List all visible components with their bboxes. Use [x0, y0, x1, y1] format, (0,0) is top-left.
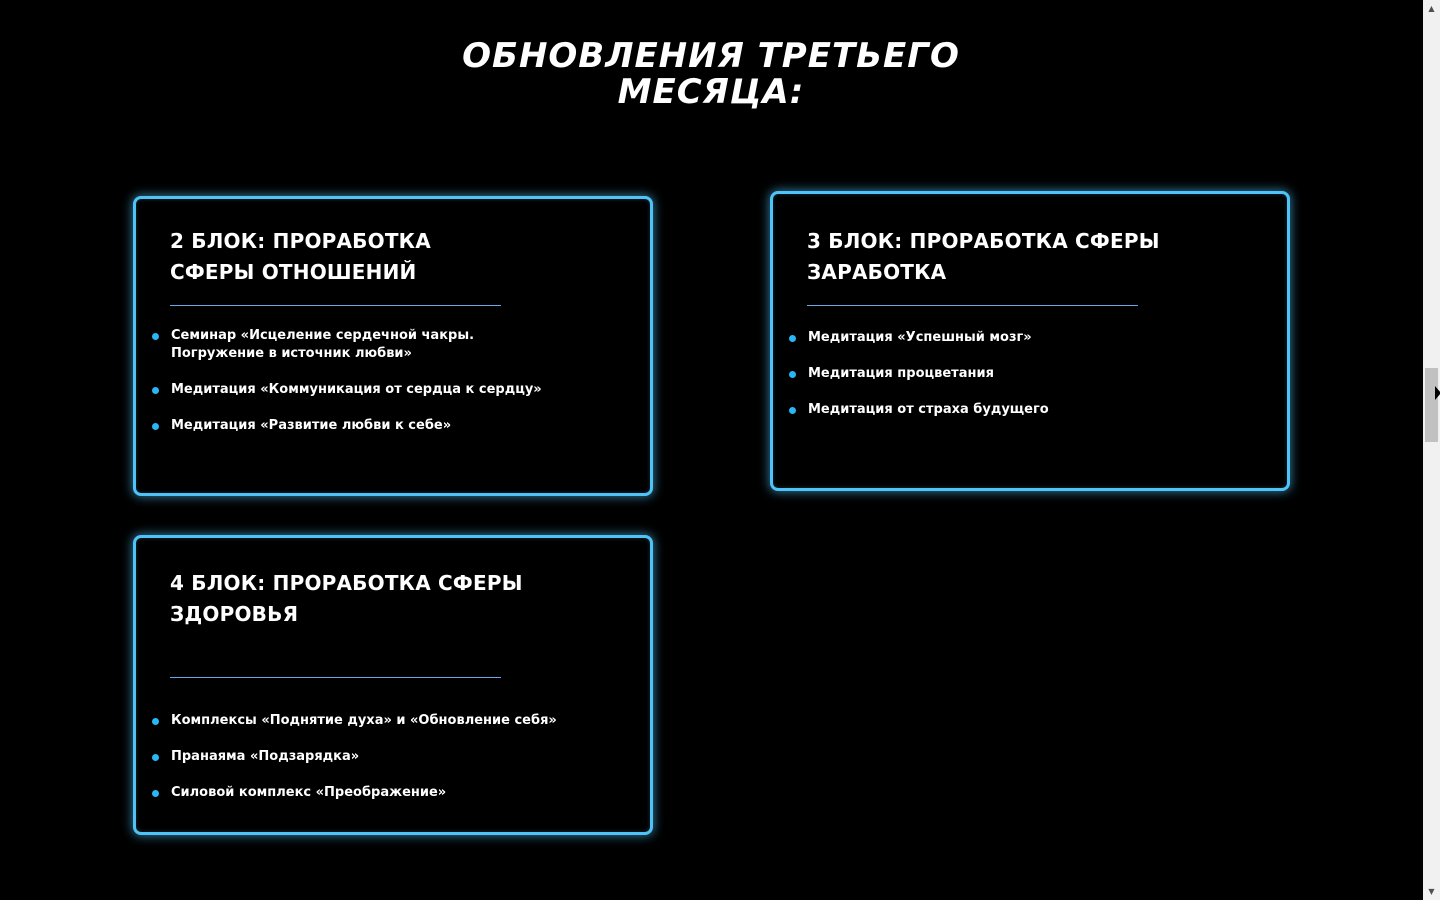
list-item — [152, 327, 542, 363]
card-title-line2: ЗДОРОВЬЯ — [170, 602, 299, 626]
bullet-dot-icon — [152, 790, 159, 797]
list-item-line1: Медитация процветания — [808, 366, 994, 381]
list-item — [152, 712, 557, 730]
bullet-dot-icon — [152, 423, 159, 430]
list-item-line1: Медитация «Развитие любви к себе» — [171, 418, 452, 433]
card-title-line1: 2 БЛОК: ПРОРАБОТКА — [170, 229, 431, 253]
section-title-line2: МЕСЯЦА: — [617, 72, 805, 112]
card-title — [807, 226, 1160, 288]
card-title-line2: СФЕРЫ ОТНОШЕНИЙ — [170, 260, 417, 284]
bullet-dot-icon — [789, 371, 796, 378]
vertical-scrollbar[interactable] — [1423, 0, 1440, 900]
card-title-line1: 4 БЛОК: ПРОРАБОТКА СФЕРЫ — [170, 571, 523, 595]
card-item-list — [789, 329, 1049, 437]
list-item — [789, 329, 1049, 347]
scroll-down-arrow-icon[interactable]: ▼ — [1428, 887, 1435, 896]
list-item-line1: Медитация «Успешный мозг» — [808, 330, 1032, 345]
list-item-line1: Комплексы «Поднятие духа» и «Обновление себя» — [171, 713, 557, 728]
card-title — [170, 226, 431, 288]
list-item-line1: Медитация от страха будущего — [808, 402, 1049, 417]
card-item-list — [152, 327, 542, 453]
card-title-line2: ЗАРАБОТКА — [807, 260, 947, 284]
scrollbar-thumb[interactable] — [1425, 368, 1438, 442]
card-block-2 — [133, 196, 653, 496]
mouse-cursor-icon — [1435, 386, 1440, 400]
card-title — [170, 568, 523, 630]
bullet-dot-icon — [152, 718, 159, 725]
bullet-dot-icon — [152, 333, 159, 340]
list-item — [789, 401, 1049, 419]
scroll-up-arrow-icon[interactable]: ▲ — [1428, 4, 1435, 13]
section-title — [0, 38, 1422, 110]
list-item-line1: Силовой комплекс «Преображение» — [171, 785, 447, 800]
card-block-3 — [770, 191, 1290, 491]
list-item — [152, 381, 542, 399]
bullet-dot-icon — [152, 754, 159, 761]
list-item — [789, 365, 1049, 383]
list-item — [152, 417, 542, 435]
list-item — [152, 748, 557, 766]
bullet-dot-icon — [152, 387, 159, 394]
card-divider — [170, 305, 501, 306]
card-block-4 — [133, 535, 653, 835]
bullet-dot-icon — [789, 407, 796, 414]
bullet-dot-icon — [789, 335, 796, 342]
card-title-line1: 3 БЛОК: ПРОРАБОТКА СФЕРЫ — [807, 229, 1160, 253]
card-divider — [170, 677, 501, 678]
list-item-line1: Семинар «Исцеление сердечной чакры. — [171, 328, 475, 343]
list-item-line2: Погружение в источник любви» — [171, 346, 412, 361]
card-divider — [807, 305, 1138, 306]
list-item-line1: Медитация «Коммуникация от сердца к сердцу» — [171, 382, 542, 397]
section-title-line1: ОБНОВЛЕНИЯ ТРЕТЬЕГО — [462, 36, 960, 76]
list-item — [152, 784, 557, 802]
list-item-line1: Пранаяма «Подзарядка» — [171, 749, 360, 764]
card-item-list — [152, 712, 557, 820]
